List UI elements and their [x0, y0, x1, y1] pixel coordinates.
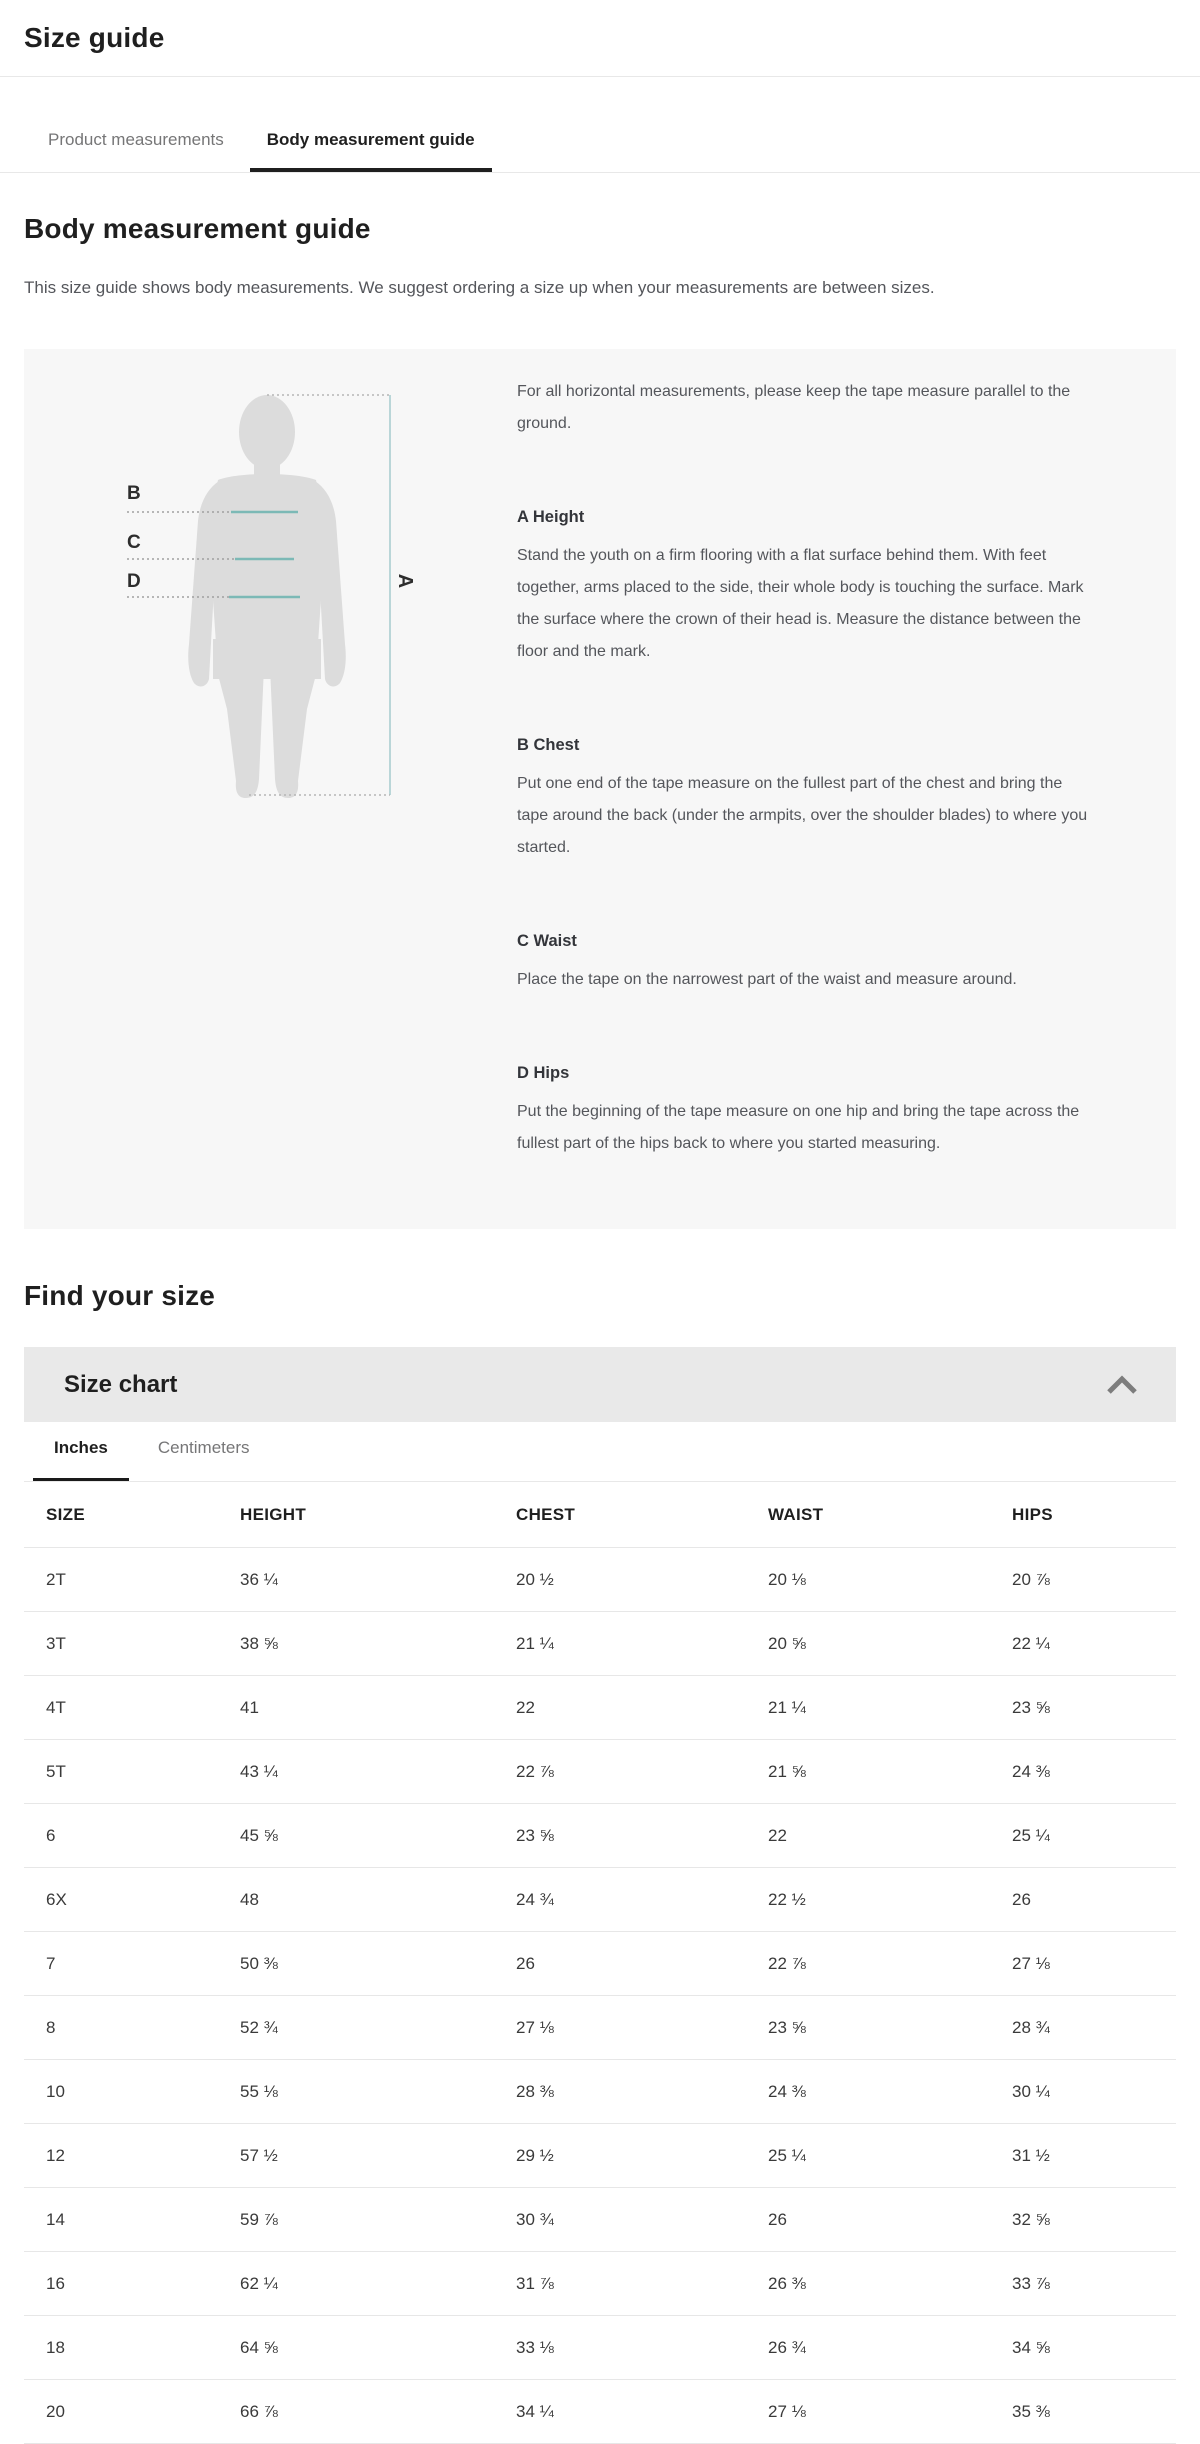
- column-header-size: SIZE: [46, 1504, 85, 1524]
- tab-product-measurements[interactable]: Product measurements: [48, 130, 224, 149]
- table-cell: 28 ⅜: [516, 2081, 554, 2101]
- size-chart-header[interactable]: [24, 1347, 1176, 1422]
- table-row: [24, 2124, 1176, 2188]
- column-header-waist: WAIST: [768, 1504, 824, 1524]
- measure-section-height: [517, 508, 1097, 668]
- body-guide-heading: Body measurement guide: [24, 213, 371, 244]
- body-silhouette-diagram: [24, 349, 517, 819]
- measure-section-body: Put one end of the tape measure on the fullest part of the chest and bring the tape around the back (under the armpits, over the shoulder blades) to where you started.: [517, 775, 1088, 856]
- table-cell: 26: [516, 1953, 535, 1973]
- table-row: [24, 1804, 1176, 1868]
- table-cell: 10: [46, 2081, 65, 2101]
- measurement-instructions: [517, 349, 1097, 1229]
- tab-body-measurement-guide[interactable]: Body measurement guide: [250, 130, 492, 172]
- diagram-label-c: C: [127, 532, 141, 553]
- table-row: [24, 2060, 1176, 2124]
- table-cell: 34 ⅝: [1012, 2337, 1050, 2357]
- table-cell: 27 ⅛: [516, 2017, 554, 2037]
- page-title: Size guide: [24, 22, 165, 53]
- table-cell: 4T: [46, 1697, 66, 1717]
- table-cell: 26 ¾: [768, 2337, 806, 2357]
- find-your-size-heading: Find your size: [24, 1280, 216, 1311]
- table-cell: 25 ¼: [1012, 1825, 1050, 1845]
- table-cell: 12: [46, 2145, 65, 2165]
- table-cell: 16: [46, 2273, 65, 2293]
- table-cell: 21 ¼: [768, 1697, 806, 1717]
- table-row: [24, 2188, 1176, 2252]
- table-cell: 33 ⅛: [516, 2337, 554, 2357]
- table-cell: 41: [240, 1697, 259, 1717]
- table-cell: 25 ¼: [768, 2145, 806, 2165]
- main-tabs: [0, 77, 1200, 173]
- table-cell: 50 ⅜: [240, 1953, 278, 1973]
- table-row: [24, 1740, 1176, 1804]
- table-cell: 21 ⅝: [768, 1761, 806, 1781]
- table-cell: 59 ⅞: [240, 2209, 278, 2229]
- table-cell: 22 ½: [768, 1889, 806, 1909]
- diagram-label-a: A: [394, 573, 416, 589]
- table-body: [24, 1548, 1176, 2444]
- table-cell: 23 ⅝: [516, 1825, 554, 1845]
- size-table: [24, 1482, 1176, 2444]
- table-cell: 22 ⅞: [516, 1761, 554, 1781]
- table-row: [24, 1612, 1176, 1676]
- table-cell: 18: [46, 2337, 65, 2357]
- table-cell: 45 ⅝: [240, 1825, 278, 1845]
- table-header-row: [24, 1482, 1176, 1548]
- measure-note: For all horizontal measurements, please keep the tape measure parallel to the ground.: [517, 383, 1071, 432]
- measure-section-body: Stand the youth on a firm flooring with a flat surface behind them. With feet together, arms placed to the side, their whole body is touching the surface. Mark the surface where the crown of their head is. Measure the distance between the floor and the mark.: [517, 547, 1084, 660]
- table-row: [24, 2316, 1176, 2380]
- table-cell: 6: [46, 1825, 56, 1845]
- table-cell: 20 ⅝: [768, 1633, 806, 1653]
- column-header-hips: HIPS: [1012, 1504, 1053, 1524]
- table-row: [24, 2252, 1176, 2316]
- table-cell: 27 ⅛: [1012, 1953, 1050, 1973]
- table-row: [24, 1676, 1176, 1740]
- measure-section-title: D Hips: [517, 1064, 570, 1082]
- table-cell: 62 ¼: [240, 2273, 278, 2293]
- table-cell: 26: [1012, 1889, 1031, 1909]
- table-cell: 66 ⅞: [240, 2401, 278, 2421]
- measure-section-title: A Height: [517, 508, 585, 526]
- table-cell: 55 ⅛: [240, 2081, 278, 2101]
- table-cell: 22 ¼: [1012, 1633, 1050, 1653]
- measure-section-title: C Waist: [517, 932, 577, 950]
- table-cell: 21 ¼: [516, 1633, 554, 1653]
- table-cell: 57 ½: [240, 2145, 278, 2165]
- table-cell: 24 ⅜: [1012, 1761, 1050, 1781]
- table-row: [24, 1868, 1176, 1932]
- column-header-height: HEIGHT: [240, 1504, 307, 1524]
- table-cell: 31 ⅞: [516, 2273, 554, 2293]
- table-cell: 36 ¼: [240, 1569, 278, 1589]
- table-cell: 22: [516, 1697, 535, 1717]
- table-cell: 32 ⅝: [1012, 2209, 1050, 2229]
- table-cell: 31 ½: [1012, 2145, 1050, 2165]
- table-cell: 33 ⅞: [1012, 2273, 1050, 2293]
- table-row: [24, 1996, 1176, 2060]
- table-row: [24, 1548, 1176, 1612]
- table-cell: 8: [46, 2017, 56, 2037]
- table-cell: 26: [768, 2209, 787, 2229]
- measurement-panel: [24, 349, 1176, 1229]
- unit-tabs: [24, 1422, 1176, 1482]
- table-cell: 23 ⅝: [1012, 1697, 1050, 1717]
- table-cell: 38 ⅝: [240, 1633, 278, 1653]
- table-cell: 6X: [46, 1889, 67, 1909]
- table-cell: 28 ¾: [1012, 2017, 1050, 2037]
- unit-tab-inches[interactable]: Inches: [33, 1438, 129, 1481]
- table-row: [24, 2380, 1176, 2444]
- table-cell: 64 ⅝: [240, 2337, 278, 2357]
- body-diagram: [24, 349, 517, 1229]
- diagram-label-d: D: [127, 571, 141, 592]
- table-cell: 48: [240, 1889, 259, 1909]
- diagram-label-b: B: [127, 483, 141, 504]
- measure-section-title: B Chest: [517, 736, 580, 754]
- table-cell: 24 ¾: [516, 1889, 554, 1909]
- table-cell: 3T: [46, 1633, 66, 1653]
- body-guide-intro: This size guide shows body measurements. We suggest ordering a size up when your measurements are between sizes.: [24, 278, 935, 297]
- table-cell: 34 ¼: [516, 2401, 554, 2421]
- measure-section-chest: [517, 736, 1097, 864]
- table-cell: 7: [46, 1953, 56, 1973]
- measure-section-waist: [517, 932, 1097, 996]
- table-cell: 35 ⅜: [1012, 2401, 1050, 2421]
- table-cell: 23 ⅝: [768, 2017, 806, 2037]
- table-cell: 20 ½: [516, 1569, 554, 1589]
- table-cell: 30 ¼: [1012, 2081, 1050, 2101]
- table-cell: 52 ¾: [240, 2017, 278, 2037]
- table-cell: 22: [768, 1825, 787, 1845]
- table-cell: 2T: [46, 1569, 66, 1589]
- unit-tab-centimeters[interactable]: Centimeters: [157, 1438, 250, 1457]
- table-cell: 20 ⅞: [1012, 1569, 1050, 1589]
- column-header-chest: CHEST: [516, 1504, 576, 1524]
- table-row: [24, 1932, 1176, 1996]
- table-cell: 20: [46, 2401, 65, 2421]
- measure-section-hips: [517, 1064, 1097, 1160]
- table-cell: 30 ¾: [516, 2209, 554, 2229]
- measure-section-body: Put the beginning of the tape measure on one hip and bring the tape across the fullest part of the hips back to where you started measuring.: [517, 1103, 1080, 1152]
- table-cell: 26 ⅜: [768, 2273, 806, 2293]
- table-cell: 22 ⅞: [768, 1953, 806, 1973]
- table-cell: 20 ⅛: [768, 1569, 806, 1589]
- measure-section-body: Place the tape on the narrowest part of the waist and measure around.: [517, 971, 1017, 988]
- table-cell: 43 ¼: [240, 1761, 278, 1781]
- table-cell: 5T: [46, 1761, 66, 1781]
- table-cell: 27 ⅛: [768, 2401, 806, 2421]
- table-cell: 24 ⅜: [768, 2081, 806, 2101]
- chevron-up-icon: [1106, 1375, 1138, 1395]
- table-cell: 29 ½: [516, 2145, 554, 2165]
- size-chart-title: Size chart: [64, 1370, 178, 1398]
- table-cell: 14: [46, 2209, 65, 2229]
